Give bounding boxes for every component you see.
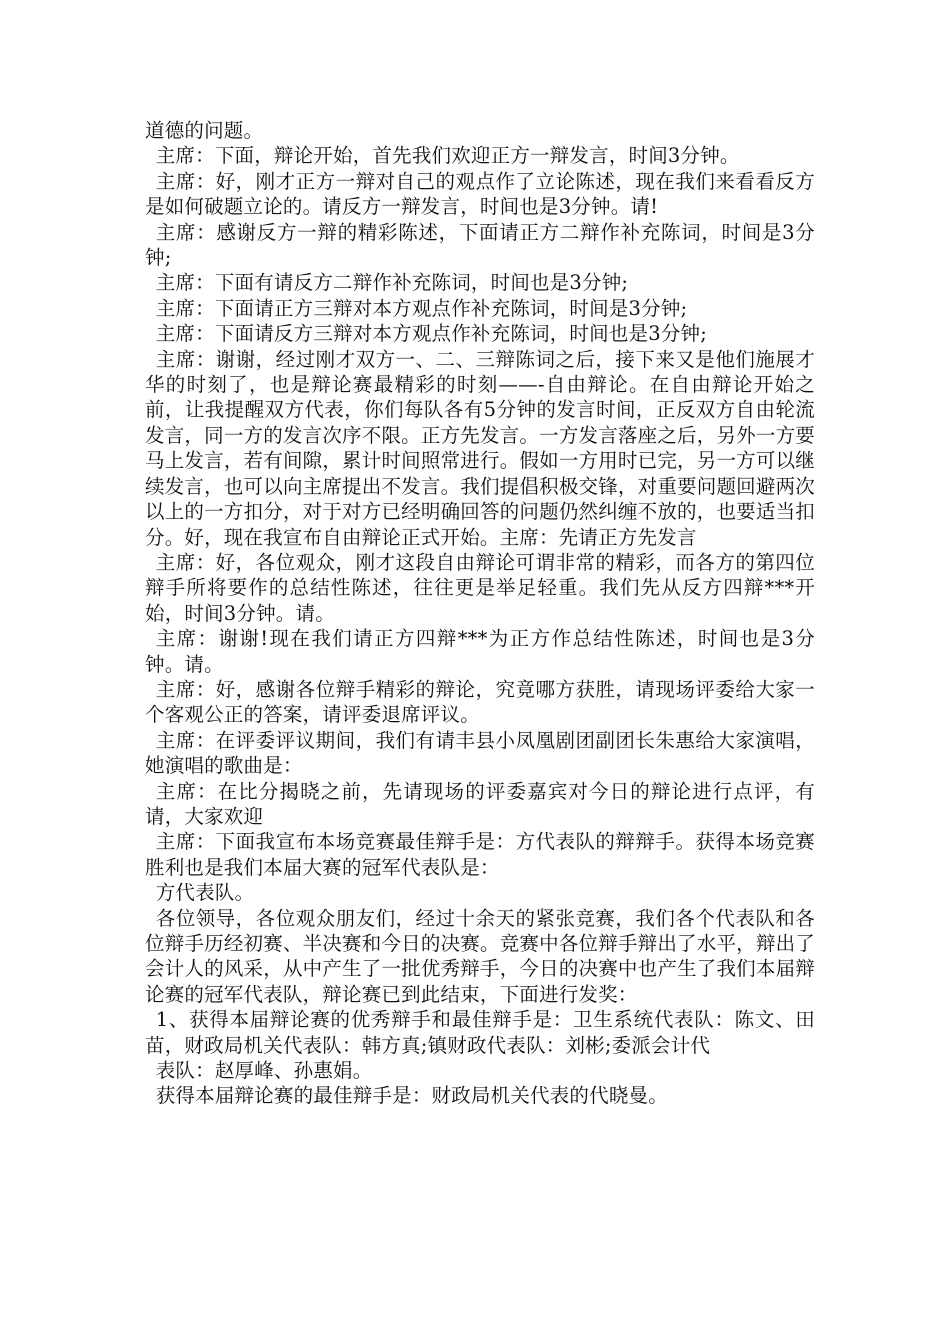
paragraph: 主席：下面有请反方二辩作补充陈词，时间也是3分钟; — [155, 271, 629, 295]
paragraph: 主席：在比分揭晓之前，先请现场的评委嘉宾对今日的辩论进行点评，有请，大家欢迎 — [145, 779, 815, 828]
paragraph: 道德的问题。 — [145, 119, 264, 142]
paragraph: 主席：好，各位观众，刚才这段自由辩论可谓非常的精彩，而各方的第四位辩手所将要作的总结性陈述，往往更是举足轻重。我们先从反方四辩***开始，时间3分钟。请。 — [145, 550, 815, 625]
paragraph: 主席：感谢反方一辩的精彩陈述，下面请正方二辩作补充陈词，时间是3分钟; — [145, 220, 815, 270]
paragraph: 获得本届辩论赛的最佳辩手是：财政局机关代表的代晓曼。 — [155, 1084, 668, 1108]
paragraph: 1、获得本届辩论赛的优秀辩手和最佳辩手是：卫生系统代表队：陈文、田苗，财政局机关代表队：韩方真;镇财政代表队：刘彬;委派会计代 — [145, 1008, 815, 1057]
paragraph: 主席：在评委评议期间，我们有请丰县小凤凰剧团副团长朱惠给大家演唱，她演唱的歌曲是： — [145, 728, 815, 778]
paragraph: 主席：好，感谢各位辩手精彩的辩论，究竟哪方获胜，请现场评委给大家一个客观公正的答案，请评委退席评议。 — [145, 677, 815, 727]
document-body — [145, 118, 815, 1109]
paragraph: 主席：好，刚才正方一辩对自己的观点作了立论陈述，现在我们来看看反方是如何破题立论的。请反方一辩发言，时间也是3分钟。请! — [145, 169, 815, 219]
paragraph: 主席：谢谢，经过刚才双方一、二、三辩陈词之后，接下来又是他们施展才华的时刻了，也是辩论赛最精彩的时刻——-自由辩论。在自由辩论开始之前，让我提醒双方代表，你们每队各有5分钟的发言时间，正反双方自由轮流发言，同一方的发言次序不限。正方先发言。一方发言落座之后，另外一方要马上发言，若有间隙，累计时间照常进行。假如一方用时已完，另一方可以继续发言，也可以向主席提出不发言。我们提倡积极交锋，对重要问题回避两次以上的一方扣分，对于对方已经明确回答的问题仍然纠缠不放的，也要适当扣分。好，现在我宣布自由辩论正式开始。主席：先请正方先发言 — [145, 347, 815, 549]
paragraph: 方代表队。 — [155, 881, 255, 905]
paragraph: 表队：赵厚峰、孙惠娟。 — [155, 1059, 373, 1083]
paragraph: 各位领导，各位观众朋友们，经过十余天的紧张竞赛，我们各个代表队和各位辩手历经初赛、半决赛和今日的决赛。竞赛中各位辩手辩出了水平，辩出了会计人的风采，从中产生了一批优秀辩手，今日的决赛中也产生了我们本届辩论赛的冠军代表队，辩论赛已到此结束，下面进行发奖： — [145, 906, 815, 1006]
paragraph: 主席：下面请正方三辩对本方观点作补充陈词，时间是3分钟; — [155, 296, 688, 320]
paragraph: 主席：谢谢!现在我们请正方四辩***为正方作总结性陈述，时间也是3分钟。请。 — [145, 627, 815, 676]
paragraph: 主席：下面，辩论开始，首先我们欢迎正方一辩发言，时间3分钟。 — [155, 144, 740, 168]
paragraph: 主席：下面我宣布本场竞赛最佳辩手是：方代表队的辩辩手。获得本场竞赛胜利也是我们本届大赛的冠军代表队是： — [145, 830, 815, 879]
paragraph: 主席：下面请反方三辩对本方观点作补充陈词，时间也是3分钟; — [155, 322, 707, 346]
